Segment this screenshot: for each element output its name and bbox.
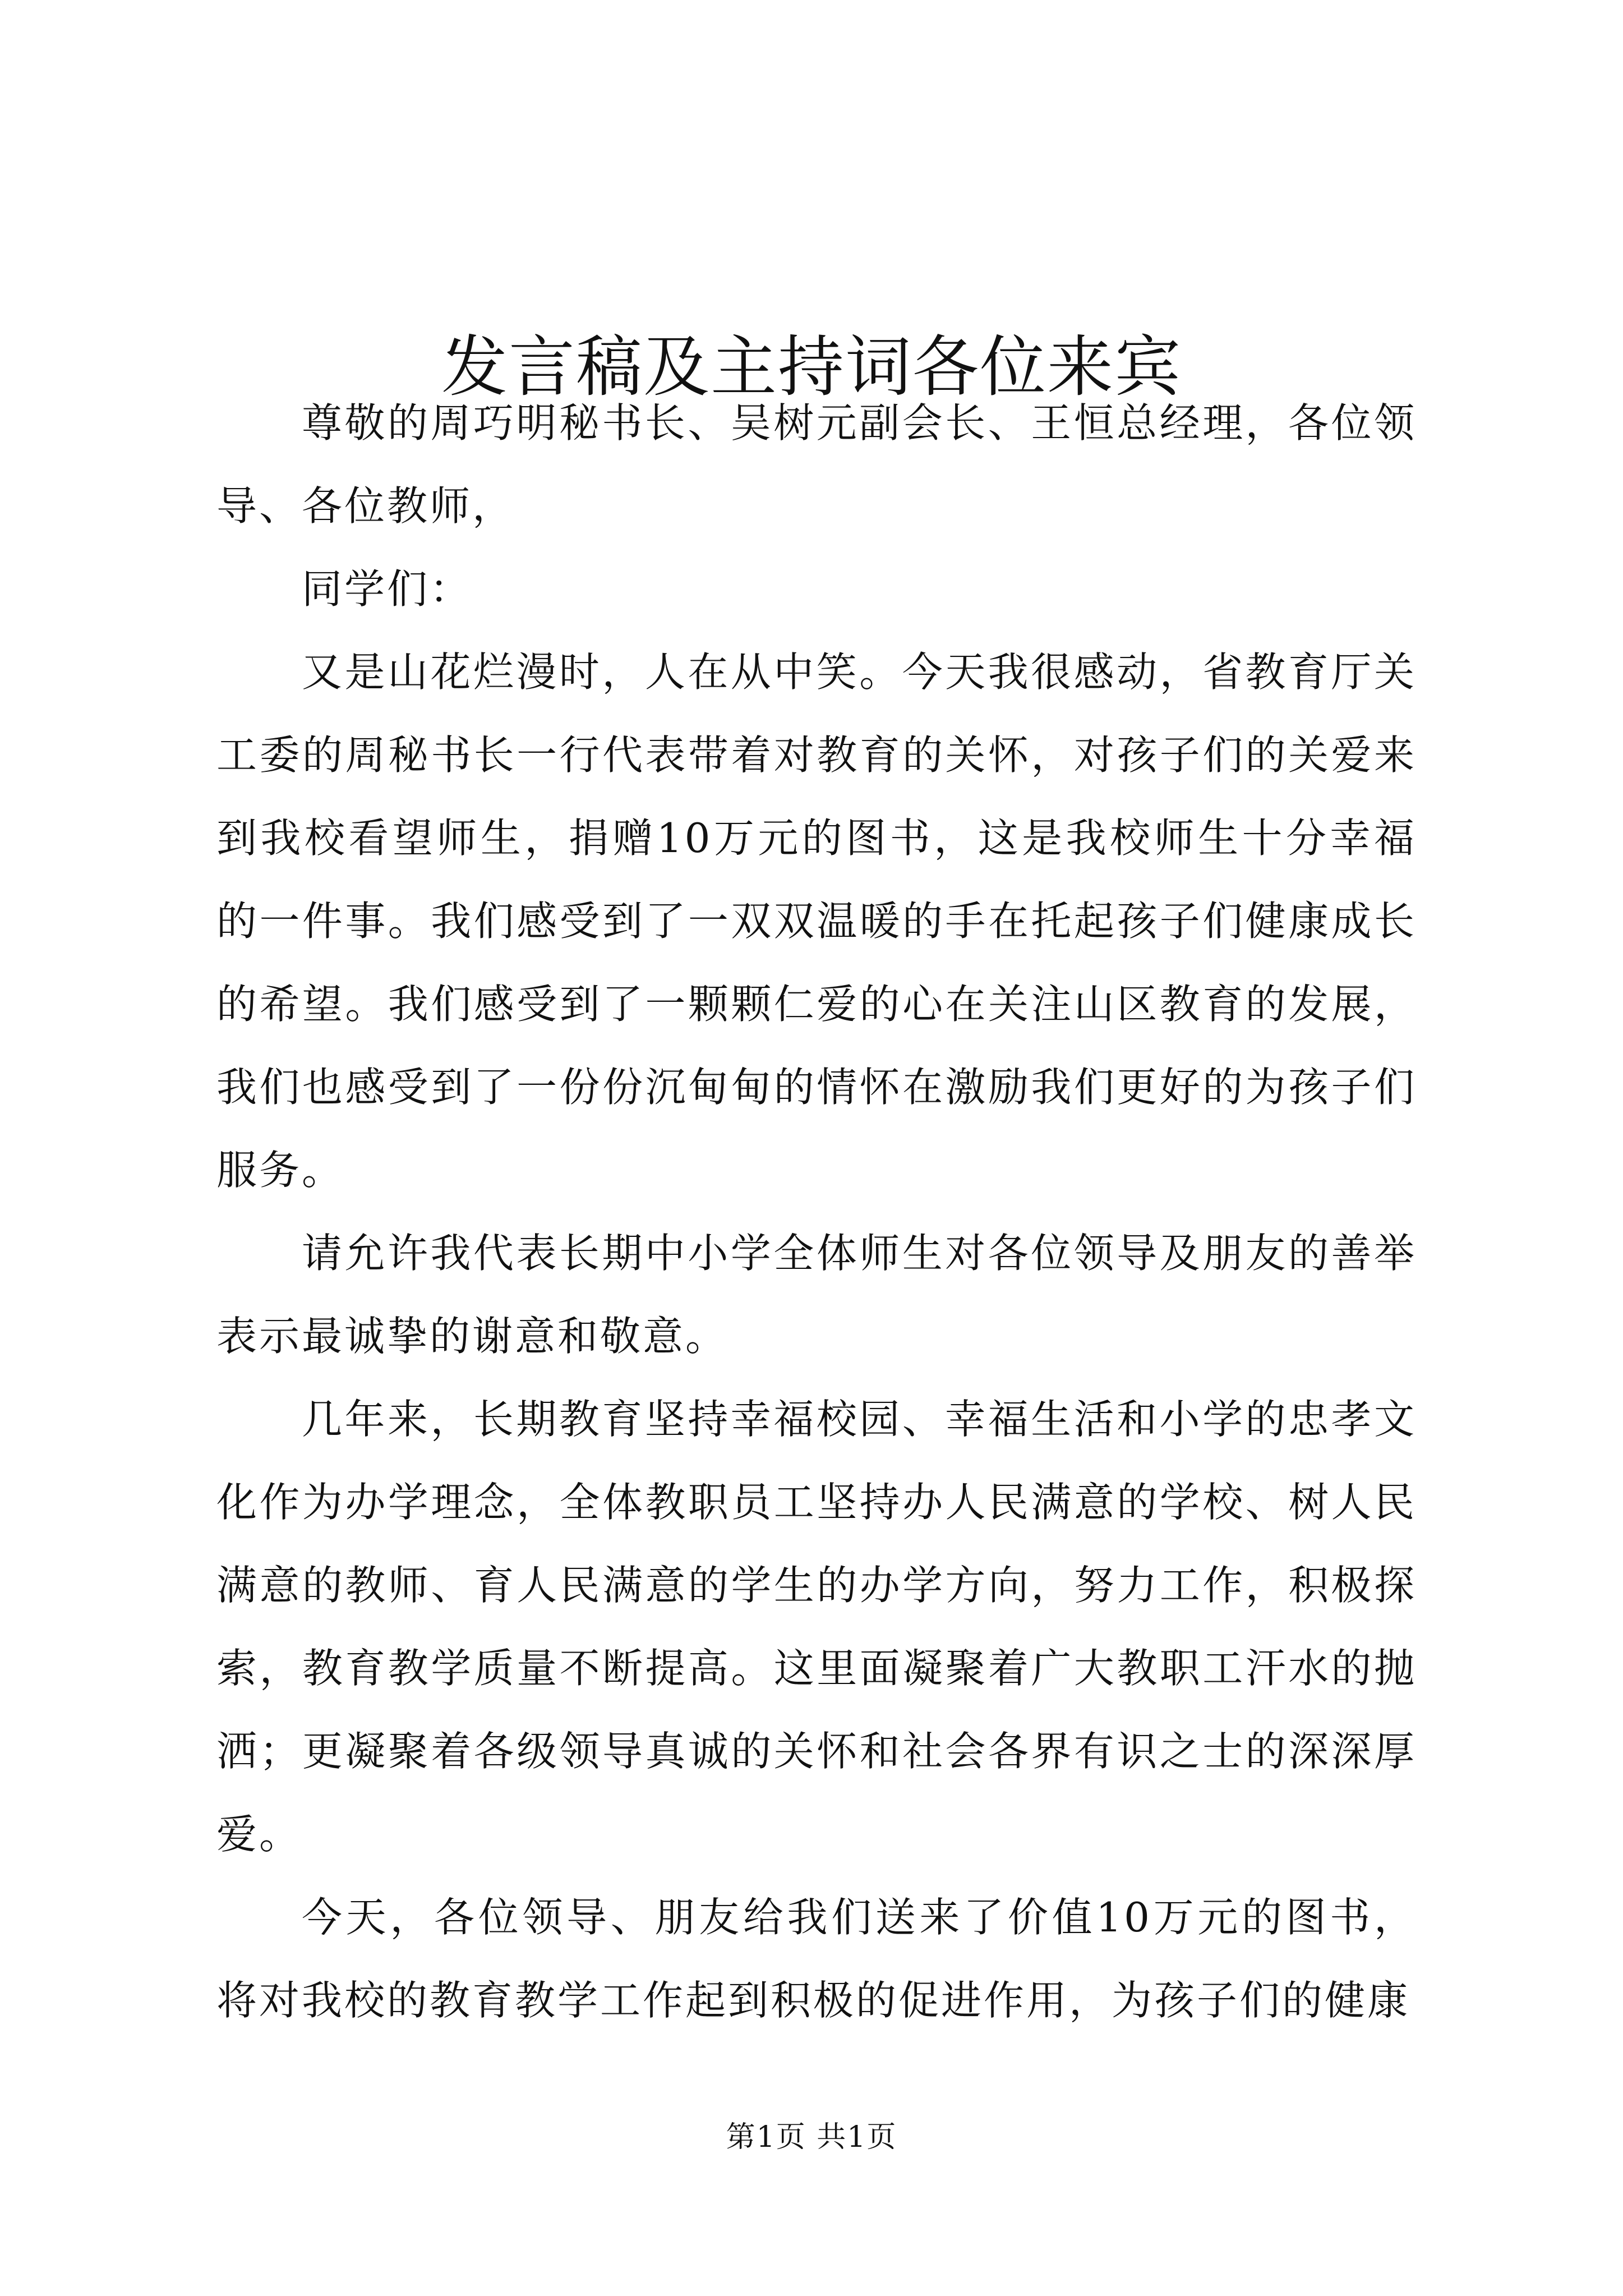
paragraph-salutation: 尊敬的周巧明秘书长、吴树元副会长、王恒总经理，各位领导、各位教师， [216,399,1417,530]
paragraph-donation: 今天，各位领导、朋友给我们送来了价值10万元的图书，将对我校的教育教学工作起到积极的促进作用，为孩子们的健康 [216,1894,1417,2024]
paragraph-opening: 又是山花烂漫时，人在从中笑。今天我很感动，省教育厅关工委的周秘书长一行代表带着对教育的关怀，对孩子们的关爱来到我校看望师生，捐赠10万元的图书，这是我校师生十分幸福的一件事。我们感受到了一双双温暖的手在托起孩子们健康成长的希望。我们感受到了一颗颗仁爱的心在关注山区教育的发展，我们也感受到了一份份沉甸甸的情怀在激励我们更好的为孩子们服务。 [216,648,1417,1194]
page-footer: 第1页 共1页 [726,2120,897,2154]
paragraph-students: 同学们： [302,565,473,613]
document-body [216,381,1417,2042]
paragraph-school-history: 几年来，长期教育坚持幸福校园、幸福生活和小学的忠孝文化作为办学理念，全体教职员工坚持办人民满意的学校、树人民满意的教师、育人民满意的学生的办学方向，努力工作，积极探索，教育教学质量不断提高。这里面凝聚着广大教职工汗水的抛洒；更凝聚着各级领导真诚的关怀和社会各界有识之士的深深厚爱。 [216,1396,1417,1858]
document-title: 发言稿及主持词各位来宾 [441,328,1182,406]
paragraph-thanks: 请允许我代表长期中小学全体师生对各位领导及朋友的善举表示最诚挚的谢意和敬意。 [216,1230,1417,1360]
